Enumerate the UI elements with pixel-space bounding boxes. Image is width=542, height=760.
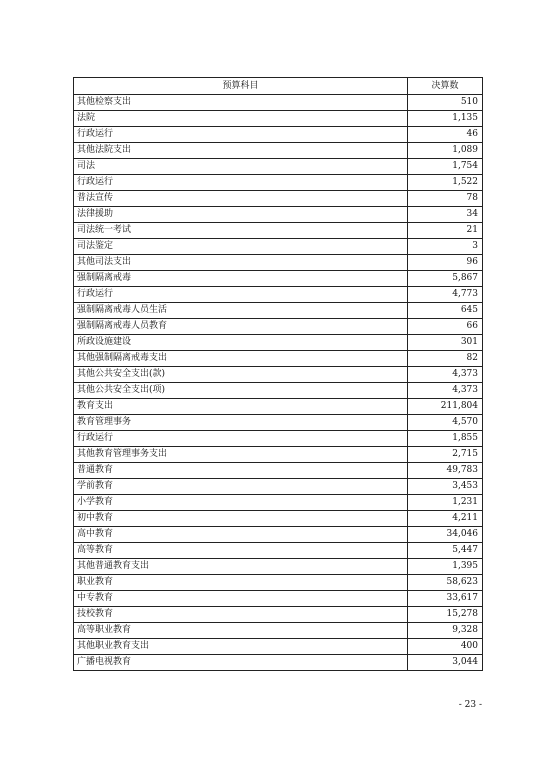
row-final-amount: 4,211: [408, 511, 483, 527]
table-row: [74, 495, 483, 511]
table-row: [74, 639, 483, 655]
row-final-amount: 58,623: [408, 575, 483, 591]
table-row: [74, 335, 483, 351]
row-final-amount: 400: [408, 639, 483, 655]
row-budget-item: 强制隔离戒毒: [74, 271, 408, 287]
table-row: [74, 559, 483, 575]
row-budget-item: 其他法院支出: [74, 143, 408, 159]
row-budget-item: 高等职业教育: [74, 623, 408, 639]
row-final-amount: 3,044: [408, 655, 483, 671]
row-budget-item: 其他公共安全支出(项): [74, 383, 408, 399]
row-budget-item: 技校教育: [74, 607, 408, 623]
row-budget-item: 教育管理事务: [74, 415, 408, 431]
row-budget-item: 行政运行: [74, 175, 408, 191]
row-budget-item: 其他司法支出: [74, 255, 408, 271]
row-final-amount: 34: [408, 207, 483, 223]
table-row: [74, 383, 483, 399]
row-final-amount: 3: [408, 239, 483, 255]
row-budget-item: 小学教育: [74, 495, 408, 511]
row-final-amount: 1,522: [408, 175, 483, 191]
row-budget-item: 广播电视教育: [74, 655, 408, 671]
table-row: [74, 271, 483, 287]
row-budget-item: 所政设施建设: [74, 335, 408, 351]
row-budget-item: 教育支出: [74, 399, 408, 415]
row-budget-item: 职业教育: [74, 575, 408, 591]
row-budget-item: 高中教育: [74, 527, 408, 543]
row-final-amount: 211,804: [408, 399, 483, 415]
table-row: [74, 623, 483, 639]
row-final-amount: 4,570: [408, 415, 483, 431]
table-row: [74, 351, 483, 367]
table-row: [74, 255, 483, 271]
table-row: [74, 159, 483, 175]
table-row: [74, 591, 483, 607]
budget-table: [73, 77, 483, 671]
row-final-amount: 301: [408, 335, 483, 351]
row-budget-item: 司法统一考试: [74, 223, 408, 239]
row-budget-item: 强制隔离戒毒人员生活: [74, 303, 408, 319]
row-budget-item: 普法宣传: [74, 191, 408, 207]
table-row: [74, 111, 483, 127]
row-final-amount: 1,089: [408, 143, 483, 159]
row-budget-item: 其他检察支出: [74, 95, 408, 111]
row-final-amount: 1,855: [408, 431, 483, 447]
table-row: [74, 127, 483, 143]
table-row: [74, 575, 483, 591]
row-final-amount: 46: [408, 127, 483, 143]
row-final-amount: 15,278: [408, 607, 483, 623]
row-final-amount: 82: [408, 351, 483, 367]
row-final-amount: 33,617: [408, 591, 483, 607]
row-budget-item: 法院: [74, 111, 408, 127]
row-budget-item: 中专教育: [74, 591, 408, 607]
table-row: [74, 415, 483, 431]
row-final-amount: 66: [408, 319, 483, 335]
table-row: [74, 143, 483, 159]
row-budget-item: 行政运行: [74, 431, 408, 447]
row-final-amount: 1,395: [408, 559, 483, 575]
header-final-amount: 决算数: [408, 78, 483, 95]
row-final-amount: 645: [408, 303, 483, 319]
row-final-amount: 4,373: [408, 367, 483, 383]
row-final-amount: 510: [408, 95, 483, 111]
row-budget-item: 其他教育管理事务支出: [74, 447, 408, 463]
row-budget-item: 其他强制隔离戒毒支出: [74, 351, 408, 367]
table-row: [74, 175, 483, 191]
row-budget-item: 其他普通教育支出: [74, 559, 408, 575]
row-final-amount: 4,773: [408, 287, 483, 303]
table-row: [74, 191, 483, 207]
table-row: [74, 303, 483, 319]
table-row: [74, 479, 483, 495]
table-row: [74, 239, 483, 255]
table-row: [74, 399, 483, 415]
table-row: [74, 527, 483, 543]
table-row: [74, 431, 483, 447]
row-budget-item: 高等教育: [74, 543, 408, 559]
header-budget-item: 预算科目: [74, 78, 408, 95]
row-final-amount: 9,328: [408, 623, 483, 639]
table-row: [74, 287, 483, 303]
table-row: [74, 207, 483, 223]
row-final-amount: 3,453: [408, 479, 483, 495]
row-final-amount: 21: [408, 223, 483, 239]
row-final-amount: 2,715: [408, 447, 483, 463]
table-row: [74, 223, 483, 239]
row-budget-item: 行政运行: [74, 287, 408, 303]
row-budget-item: 行政运行: [74, 127, 408, 143]
table-row: [74, 95, 483, 111]
table-body: [74, 95, 483, 671]
row-budget-item: 司法鉴定: [74, 239, 408, 255]
table-header-row: [74, 78, 483, 95]
row-final-amount: 1,231: [408, 495, 483, 511]
row-budget-item: 普通教育: [74, 463, 408, 479]
row-final-amount: 1,135: [408, 111, 483, 127]
row-budget-item: 法律援助: [74, 207, 408, 223]
row-final-amount: 96: [408, 255, 483, 271]
row-final-amount: 4,373: [408, 383, 483, 399]
row-budget-item: 初中教育: [74, 511, 408, 527]
row-final-amount: 34,046: [408, 527, 483, 543]
page-number: - 23 -: [458, 700, 482, 710]
row-budget-item: 其他职业教育支出: [74, 639, 408, 655]
row-budget-item: 强制隔离戒毒人员教育: [74, 319, 408, 335]
row-final-amount: 78: [408, 191, 483, 207]
row-budget-item: 司法: [74, 159, 408, 175]
table-row: [74, 607, 483, 623]
row-final-amount: 5,447: [408, 543, 483, 559]
row-budget-item: 其他公共安全支出(款): [74, 367, 408, 383]
table-row: [74, 319, 483, 335]
row-final-amount: 49,783: [408, 463, 483, 479]
table-row: [74, 367, 483, 383]
row-final-amount: 1,754: [408, 159, 483, 175]
row-budget-item: 学前教育: [74, 479, 408, 495]
table-row: [74, 543, 483, 559]
row-final-amount: 5,867: [408, 271, 483, 287]
table-row: [74, 447, 483, 463]
table-row: [74, 655, 483, 671]
table-row: [74, 463, 483, 479]
table-row: [74, 511, 483, 527]
